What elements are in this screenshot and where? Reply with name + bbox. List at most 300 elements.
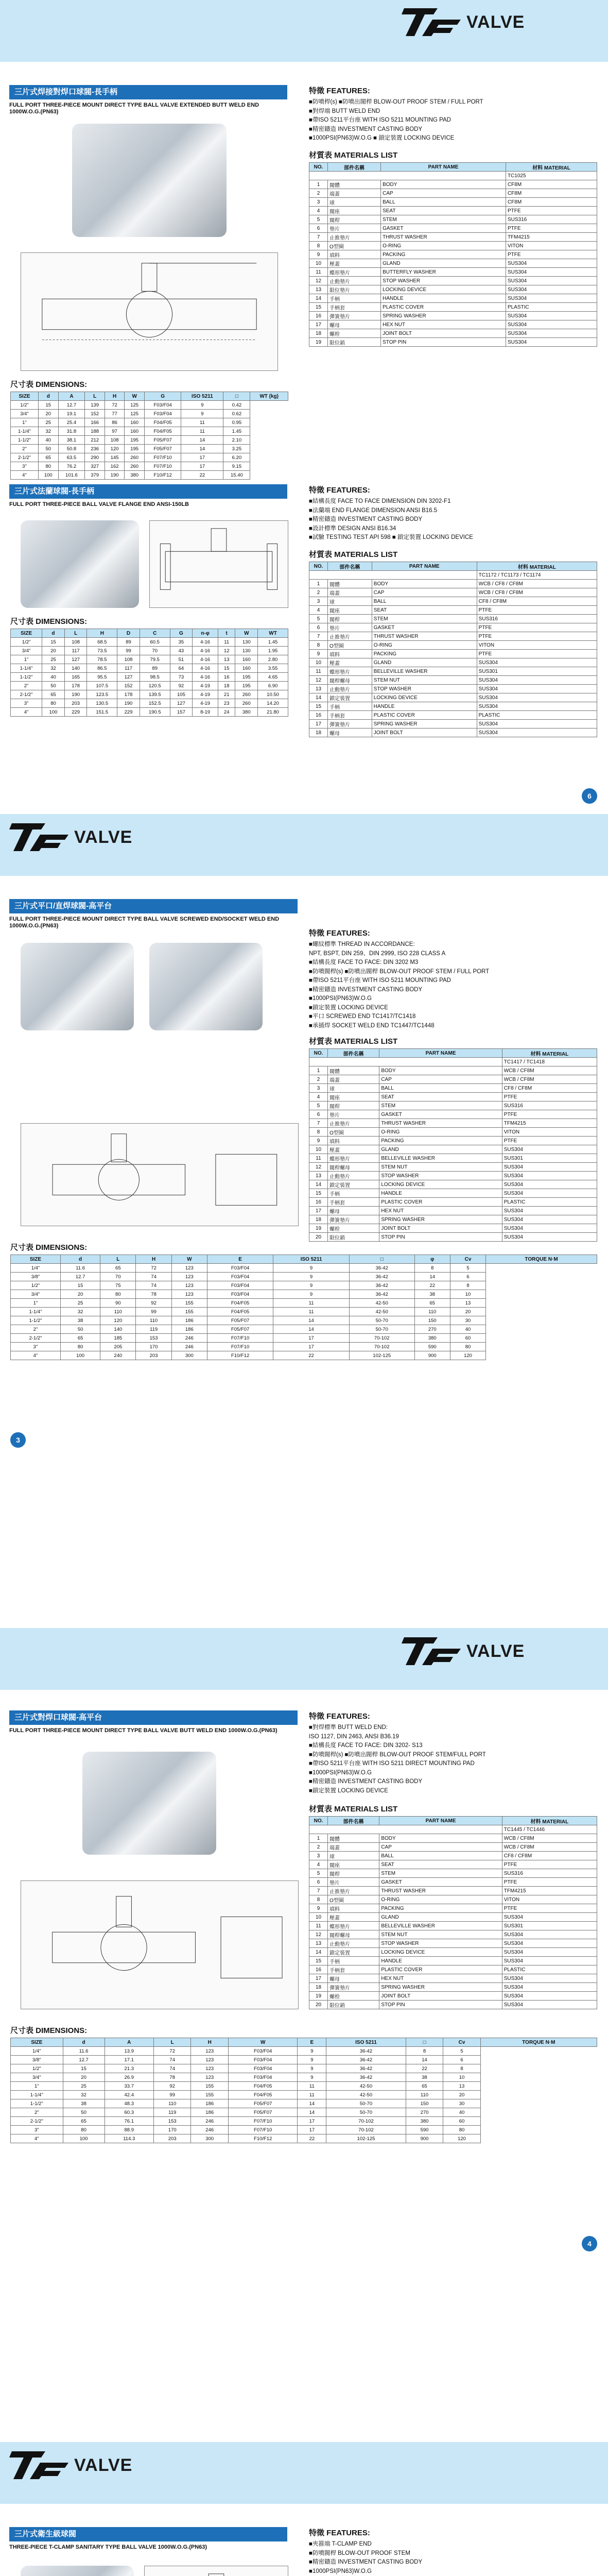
materials-cell: 止推墊片 — [328, 233, 381, 242]
materials-cell: 手柄套 — [328, 1965, 379, 1974]
materials-cell: PLASTIC COVER — [372, 711, 477, 720]
dimensions-cell: 155 — [171, 1308, 207, 1316]
dimensions-cell: 38 — [63, 2099, 105, 2108]
materials-row — [309, 606, 597, 615]
dimensions-row — [11, 1316, 597, 1325]
dimensions-cell: F10/F12 — [207, 1351, 273, 1360]
dimensions-cell: 70 — [100, 1273, 136, 1281]
materials-cell: 球 — [328, 1084, 379, 1093]
materials-row — [309, 215, 597, 224]
materials-cell: 10 — [309, 658, 328, 667]
technical-drawing-p3 — [21, 1123, 299, 1226]
materials-cell: 止動墊片 — [328, 1939, 379, 1948]
dimensions-cell: 12.7 — [61, 1273, 100, 1281]
materials-header-cell: 材料 MATERIAL — [502, 1049, 597, 1058]
feature-item: ■帶ISO 5211平台座 WITH ISO 5211 MOUNTING PAD — [309, 977, 451, 984]
dimensions-cell: 50 — [42, 682, 65, 690]
materials-cell: 螺母 — [328, 320, 381, 329]
dimensions-cell: 21.3 — [105, 2064, 153, 2073]
dimensions-cell: 120.5 — [140, 682, 170, 690]
materials-cell: 14 — [309, 1180, 328, 1189]
materials-cell: TFM4215 — [506, 233, 597, 242]
dimensions-cell: 4-16 — [193, 664, 218, 673]
materials-header-cell: 部件名稱 — [328, 163, 381, 172]
materials-cell: 壓蓋 — [328, 1913, 379, 1922]
dimensions-cell: 92 — [170, 682, 193, 690]
materials-header-cell: NO. — [309, 1817, 328, 1825]
dimensions-header-cell: n-φ — [193, 629, 218, 638]
dimensions-cell: 50-70 — [349, 1316, 414, 1325]
materials-cell: 5 — [309, 215, 328, 224]
materials-row — [309, 1154, 597, 1163]
dimensions-cell: 14 — [273, 1316, 350, 1325]
materials-cell: BELLEVILLE WASHER — [372, 667, 477, 676]
dimensions-row — [11, 655, 288, 664]
dimensions-cell: 14 — [273, 1325, 350, 1334]
brand-logo-4 — [9, 2447, 132, 2483]
materials-row — [309, 207, 597, 215]
dimensions-cell: 42-50 — [326, 2082, 406, 2091]
dimensions-cell: 4-19 — [193, 690, 218, 699]
dimensions-cell: 65 — [42, 690, 65, 699]
dimensions-cell: 42-50 — [349, 1308, 414, 1316]
dimensions-cell: 590 — [406, 2126, 443, 2134]
materials-cell: SUS301 — [502, 1154, 597, 1163]
dimensions-cell: 11 — [181, 418, 223, 427]
dimensions-cell: F07/F10 — [144, 453, 181, 462]
materials-cell: SUS304 — [477, 658, 597, 667]
dimensions-cell: 9 — [273, 1290, 350, 1299]
dimensions-row — [11, 690, 288, 699]
materials-row — [309, 597, 597, 606]
dimensions-cell: 3.25 — [223, 445, 250, 453]
materials-cell: 蝶形墊片 — [328, 667, 372, 676]
feature-item: ■帶ISO 5211平台座 WITH ISO 5211 DIRECT MOUNTING PAD — [309, 1760, 475, 1767]
feature-item: ■防噴閥桿(s) ■防噴出閥桿 BLOW-OUT PROOF STEM / FULL PORT — [309, 968, 490, 975]
section-subtitle-p1: FULL PORT THREE-PIECE MOUNT DIRECT TYPE BALL VALVE EXTENDED BUTT WELD END 1000W.O.G.(PN63) — [9, 102, 259, 115]
dimensions-cell: 327 — [85, 462, 105, 471]
dimensions-cell: 4.65 — [258, 673, 288, 682]
dimensions-header-cell: d — [38, 392, 58, 401]
dimensions-cell: 380 — [235, 708, 258, 717]
dimensions-cell: 17 — [181, 462, 223, 471]
dimensions-header-row — [11, 1255, 597, 1264]
materials-row — [309, 1119, 597, 1128]
dimensions-cell: 99 — [136, 1308, 171, 1316]
dimensions-cell: 153 — [136, 1334, 171, 1343]
dimensions-cell: 900 — [414, 1351, 450, 1360]
dimensions-cell: 127 — [64, 655, 87, 664]
materials-cell: 2 — [309, 588, 328, 597]
materials-cell: SUS304 — [502, 1913, 597, 1922]
dimensions-cell: 2.10 — [223, 436, 250, 445]
dimensions-table-p3 — [10, 1255, 597, 1360]
materials-cell: 1 — [309, 180, 328, 189]
dimensions-row — [11, 1299, 597, 1308]
materials-cell: 2 — [309, 189, 328, 198]
materials-cell: 16 — [309, 312, 328, 320]
dimensions-cell: 240 — [100, 1351, 136, 1360]
dimensions-cell: 119 — [136, 1325, 171, 1334]
materials-cell: CAP — [379, 1843, 502, 1852]
dimensions-cell: 78.5 — [87, 655, 117, 664]
feature-item: ■1000PSI(PN63)W.O.G ■ 鎖定裝置 LOCKING DEVICE — [309, 135, 455, 141]
materials-cell: 鎖定裝置 — [328, 693, 372, 702]
dimensions-cell: 22 — [298, 2134, 326, 2143]
dimensions-cell: 1" — [11, 655, 42, 664]
dimensions-row — [11, 2117, 597, 2126]
dimensions-cell: 13 — [443, 2082, 481, 2091]
dimensions-cell: 2-1/2" — [11, 2117, 63, 2126]
materials-row — [309, 1145, 597, 1154]
materials-row — [309, 650, 597, 658]
dimensions-cell: 123 — [191, 2064, 229, 2073]
dimensions-cell: 75 — [100, 1281, 136, 1290]
section-title-p4: 三片式對焊口球閥-高平台 — [9, 1710, 298, 1725]
feature-item: ■設計標準 DESIGN ANSI B16.34 — [309, 525, 396, 532]
dimensions-cell: 50 — [63, 2108, 105, 2117]
dimensions-cell: 123 — [171, 1290, 207, 1299]
dimensions-cell: 120 — [443, 2134, 481, 2143]
dimensions-cell: 70-102 — [326, 2117, 406, 2126]
materials-cell: BODY — [372, 580, 477, 588]
section-title-p5a: 三片式衛生級球閥 — [9, 2527, 287, 2541]
dimensions-cell: 117 — [64, 647, 87, 655]
dimensions-cell: 6 — [450, 1273, 485, 1281]
materials-row — [309, 1887, 597, 1895]
dimensions-header-cell: G — [170, 629, 193, 638]
materials-row — [309, 2001, 597, 2009]
dimensions-cell: 89 — [117, 638, 140, 647]
brand-mark-icon — [402, 4, 463, 40]
materials-cell: 10 — [309, 1145, 328, 1154]
materials-row — [309, 1198, 597, 1207]
materials-row — [309, 242, 597, 250]
materials-cell: 16 — [309, 711, 328, 720]
dimensions-cell: 15.40 — [223, 471, 250, 480]
materials-cell: 2 — [309, 1843, 328, 1852]
dimensions-cell: 1.45 — [258, 638, 288, 647]
dimensions-cell: 70-102 — [326, 2126, 406, 2134]
materials-cell: SUS304 — [506, 312, 597, 320]
dimensions-cell: F10/F12 — [228, 2134, 297, 2143]
materials-cell: SUS304 — [502, 1224, 597, 1233]
materials-row — [309, 1852, 597, 1860]
dimensions-header-cell: ISO 5211 — [326, 2038, 406, 2047]
materials-cell: 填料 — [328, 650, 372, 658]
materials-row — [309, 615, 597, 623]
dimensions-row — [11, 1343, 597, 1351]
materials-row — [309, 277, 597, 285]
materials-cell: 5 — [309, 615, 328, 623]
dimensions-cell: 9 — [181, 401, 223, 410]
dimensions-cell: 186 — [191, 2108, 229, 2117]
materials-cell: GLAND — [379, 1913, 502, 1922]
materials-cell: PTFE — [506, 250, 597, 259]
dimensions-cell: 1-1/2" — [11, 1316, 61, 1325]
materials-row — [309, 303, 597, 312]
materials-cell: 3 — [309, 198, 328, 207]
materials-cell: JOINT BOLT — [379, 1224, 502, 1233]
section-title-p2: 三片式法蘭球閥-長手柄 — [9, 484, 287, 499]
materials-cell: 蝶形墊片 — [328, 1922, 379, 1930]
dimensions-cell: 0.62 — [223, 410, 250, 418]
materials-cell: O-RING — [379, 1128, 502, 1137]
materials-cell: PLASTIC — [502, 1965, 597, 1974]
materials-cell: 17 — [309, 320, 328, 329]
dimensions-cell: 12.7 — [58, 401, 85, 410]
dimensions-cell: 186 — [171, 1325, 207, 1334]
dimensions-cell: 1-1/2" — [11, 2099, 63, 2108]
dimensions-cell: 3/8" — [11, 1273, 61, 1281]
dimensions-cell: 73.5 — [87, 647, 117, 655]
dimensions-cell: 65 — [63, 2117, 105, 2126]
dimensions-cell: 43 — [170, 647, 193, 655]
dimensions-cell: 21 — [218, 690, 235, 699]
dimensions-header-cell: TORQUE N·M — [486, 1255, 597, 1264]
materials-cell: 17 — [309, 1207, 328, 1215]
dimensions-table-p1 — [10, 392, 288, 480]
dimensions-header-cell: TORQUE N·M — [480, 2038, 597, 2047]
dimensions-cell: 145 — [105, 453, 125, 462]
materials-cell: 閥桿螺母 — [328, 1930, 379, 1939]
materials-cell: 6 — [309, 1878, 328, 1887]
dimensions-cell: 3/8" — [11, 2056, 63, 2064]
dimensions-cell: 178 — [64, 682, 87, 690]
dimensions-cell: 1-1/2" — [11, 436, 39, 445]
dimensions-cell: 65 — [61, 1334, 100, 1343]
dimensions-cell: 42-50 — [326, 2091, 406, 2099]
product-photo-p5a — [21, 2566, 134, 2576]
dimensions-cell: 97 — [105, 427, 125, 436]
dimensions-cell: 120 — [100, 1316, 136, 1325]
materials-cell: SEAT — [379, 1093, 502, 1101]
dimensions-cell: 9 — [298, 2047, 326, 2056]
materials-cell: PTFE — [477, 632, 597, 641]
feature-item: ■夾箍端 T-CLAMP END — [309, 2541, 372, 2547]
dimensions-cell: 60.5 — [140, 638, 170, 647]
materials-row — [309, 1930, 597, 1939]
dimensions-cell: 10 — [443, 2073, 481, 2082]
dimensions-cell: 246 — [171, 1343, 207, 1351]
materials-row — [309, 1948, 597, 1957]
materials-cell: 14 — [309, 1948, 328, 1957]
features-heading-p1: 特徵 FEATURES: — [309, 87, 370, 95]
dimensions-header-cell: □ — [223, 392, 250, 401]
dimensions-cell: 35 — [170, 638, 193, 647]
dimensions-cell: 110 — [406, 2091, 443, 2099]
brand-word: VALVE — [466, 1641, 525, 1661]
materials-cell: 18 — [309, 329, 328, 338]
dimensions-cell: 80 — [100, 1290, 136, 1299]
materials-row — [309, 580, 597, 588]
dimensions-cell: 14 — [298, 2108, 326, 2117]
feature-item: ■平口 SCREWED END TC1417/TC1418 — [309, 1013, 416, 1020]
dimensions-cell: 4" — [11, 1351, 61, 1360]
dimensions-cell: 139 — [85, 401, 105, 410]
materials-header-cell: PART NAME — [379, 1817, 502, 1825]
materials-cell: STOP PIN — [379, 1233, 502, 1242]
materials-subheader-row — [309, 571, 597, 580]
dimensions-cell: 80 — [63, 2126, 105, 2134]
materials-cell: SUS316 — [502, 1869, 597, 1878]
dimensions-cell: 9 — [298, 2064, 326, 2073]
dimensions-row — [11, 418, 288, 427]
dimensions-cell: 11.6 — [61, 1264, 100, 1273]
materials-cell: 3 — [309, 1084, 328, 1093]
materials-row — [309, 320, 597, 329]
materials-cell: SUS304 — [502, 1974, 597, 1983]
dimensions-cell: F05/F07 — [228, 2108, 297, 2117]
dimensions-cell: 2.80 — [258, 655, 288, 664]
materials-row — [309, 1075, 597, 1084]
dimensions-cell: 86.5 — [87, 664, 117, 673]
dimensions-header-cell: d — [61, 1255, 100, 1264]
dimensions-cell: 1-1/2" — [11, 673, 42, 682]
dimensions-cell: 11 — [298, 2091, 326, 2099]
features-list-p3 — [309, 940, 597, 1030]
materials-heading-p3: 材質表 MATERIALS LIST — [309, 1037, 398, 1046]
materials-cell: 閥體 — [328, 580, 372, 588]
feature-item: ■精密鑄造 INVESTMENT CASTING BODY — [309, 986, 423, 993]
dimensions-cell: 4" — [11, 708, 42, 717]
materials-cell: HANDLE — [381, 294, 506, 303]
materials-cell: 限位銷 — [328, 2001, 379, 2009]
dimensions-row — [11, 2056, 597, 2064]
dimensions-cell: 2-1/2" — [11, 690, 42, 699]
feature-item: ■精密鑄造 INVESTMENT CASTING BODY — [309, 2559, 423, 2565]
materials-cell: 止動墊片 — [328, 277, 381, 285]
dimensions-cell: 65 — [100, 1264, 136, 1273]
materials-heading-p2: 材質表 MATERIALS LIST — [309, 550, 398, 559]
dimensions-cell: 11 — [298, 2082, 326, 2091]
dimensions-cell: 1/2" — [11, 401, 39, 410]
dimensions-cell: F04/F05 — [144, 418, 181, 427]
feature-item: ISO 1127, DIN 2463, ANSI B36.19 — [309, 1733, 399, 1740]
materials-cell: 20 — [309, 2001, 328, 2009]
materials-cell: 18 — [309, 1983, 328, 1992]
materials-cell: STEM — [381, 215, 506, 224]
dimensions-cell: 102-125 — [326, 2134, 406, 2143]
materials-cell: 17 — [309, 720, 328, 728]
materials-cell: LOCKING DEVICE — [372, 693, 477, 702]
materials-cell: 閥體 — [328, 180, 381, 189]
materials-cell: 螺母 — [328, 1207, 379, 1215]
materials-cell: WCB / CF8 / CF8M — [477, 588, 597, 597]
materials-cell: 19 — [309, 1992, 328, 2001]
materials-cell: THRUST WASHER — [381, 233, 506, 242]
dimensions-cell: 3" — [11, 462, 39, 471]
materials-header-cell: NO. — [309, 1049, 328, 1058]
dimensions-cell: 203 — [153, 2134, 191, 2143]
materials-cell: SUS304 — [506, 338, 597, 347]
dimensions-cell: 14 — [406, 2056, 443, 2064]
dimensions-cell: 123.5 — [87, 690, 117, 699]
materials-header-cell: 材料 MATERIAL — [477, 562, 597, 571]
dimensions-cell: 32 — [38, 427, 58, 436]
dimensions-cell: 185 — [100, 1334, 136, 1343]
dimensions-cell: 127 — [170, 699, 193, 708]
technical-drawing-p5a — [144, 2566, 288, 2576]
materials-cell: HEX NUT — [379, 1974, 502, 1983]
materials-cell: BALL — [379, 1084, 502, 1093]
dimensions-cell: 2-1/2" — [11, 453, 39, 462]
feature-item: ■結構長度 FACE TO FACE: DIN 3202- S13 — [309, 1742, 423, 1749]
brand-word: VALVE — [74, 827, 133, 847]
dimensions-cell: 32 — [42, 664, 65, 673]
dimensions-cell: 14 — [181, 436, 223, 445]
dimensions-cell: 195 — [235, 682, 258, 690]
dimensions-cell: F03/F04 — [228, 2073, 297, 2082]
dimensions-cell: 100 — [61, 1351, 100, 1360]
dimensions-cell: 162 — [105, 462, 125, 471]
dimensions-row — [11, 445, 288, 453]
materials-row — [309, 632, 597, 641]
dimensions-cell: 108 — [117, 655, 140, 664]
materials-row — [309, 285, 597, 294]
dimensions-cell: 72 — [105, 401, 125, 410]
product-photo-p1 — [72, 124, 227, 237]
dimensions-cell: 1-1/4" — [11, 427, 39, 436]
materials-cell: 限位銷 — [328, 338, 381, 347]
materials-cell: 18 — [309, 1215, 328, 1224]
materials-table-p3 — [309, 1048, 597, 1242]
dimensions-cell: 1-1/4" — [11, 1308, 61, 1316]
product-photo-p3-b — [149, 943, 263, 1030]
dimensions-cell: 36-42 — [349, 1264, 414, 1273]
materials-cell: PLASTIC — [477, 711, 597, 720]
materials-cell: VITON — [506, 242, 597, 250]
feature-item: ■1000PSI(PN63)W.O.G — [309, 1769, 372, 1776]
materials-row — [309, 1939, 597, 1948]
dimensions-cell: 4-16 — [193, 673, 218, 682]
materials-cell: 7 — [309, 632, 328, 641]
dimensions-cell: 14.20 — [258, 699, 288, 708]
materials-cell: 螺栓 — [328, 329, 381, 338]
dimensions-cell: 89 — [140, 664, 170, 673]
dimensions-cell: 73 — [170, 673, 193, 682]
materials-row — [309, 693, 597, 702]
dimensions-cell: 130 — [235, 647, 258, 655]
dimensions-header-cell: H — [87, 629, 117, 638]
materials-cell: 13 — [309, 285, 328, 294]
materials-cell: GASKET — [372, 623, 477, 632]
materials-cell: 4 — [309, 1093, 328, 1101]
brand-mark-icon — [9, 2447, 71, 2483]
dimensions-row — [11, 2091, 597, 2099]
materials-cell: 1 — [309, 1834, 328, 1843]
dimensions-cell: 6 — [443, 2056, 481, 2064]
feature-item: ■鎖定裝置 LOCKING DEVICE — [309, 1787, 388, 1794]
materials-cell: SUS304 — [502, 1233, 597, 1242]
feature-item: ■帶ISO 5211平台座 WITH ISO 5211 MOUNTING PAD — [309, 117, 451, 123]
dimensions-cell: 77 — [105, 410, 125, 418]
materials-cell: 12 — [309, 1930, 328, 1939]
section-subtitle-p4: FULL PORT THREE-PIECE MOUNT DIRECT TYPE BALL VALVE BUTT WELD END 1000W.O.G.(PN63) — [9, 1727, 277, 1734]
dimensions-cell: 36-42 — [326, 2047, 406, 2056]
dimensions-cell: 12.7 — [63, 2056, 105, 2064]
materials-cell: 限位墊片 — [328, 285, 381, 294]
dimensions-cell: 38 — [414, 1290, 450, 1299]
materials-row — [309, 1913, 597, 1922]
dimensions-row — [11, 1290, 597, 1299]
materials-header-cell: 材料 MATERIAL — [506, 163, 597, 172]
materials-cell: STOP WASHER — [379, 1939, 502, 1948]
materials-row — [309, 1172, 597, 1180]
materials-cell: 限位銷 — [328, 1233, 379, 1242]
dimensions-cell: 3/4" — [11, 2073, 63, 2082]
materials-subheader-blank — [309, 571, 477, 580]
